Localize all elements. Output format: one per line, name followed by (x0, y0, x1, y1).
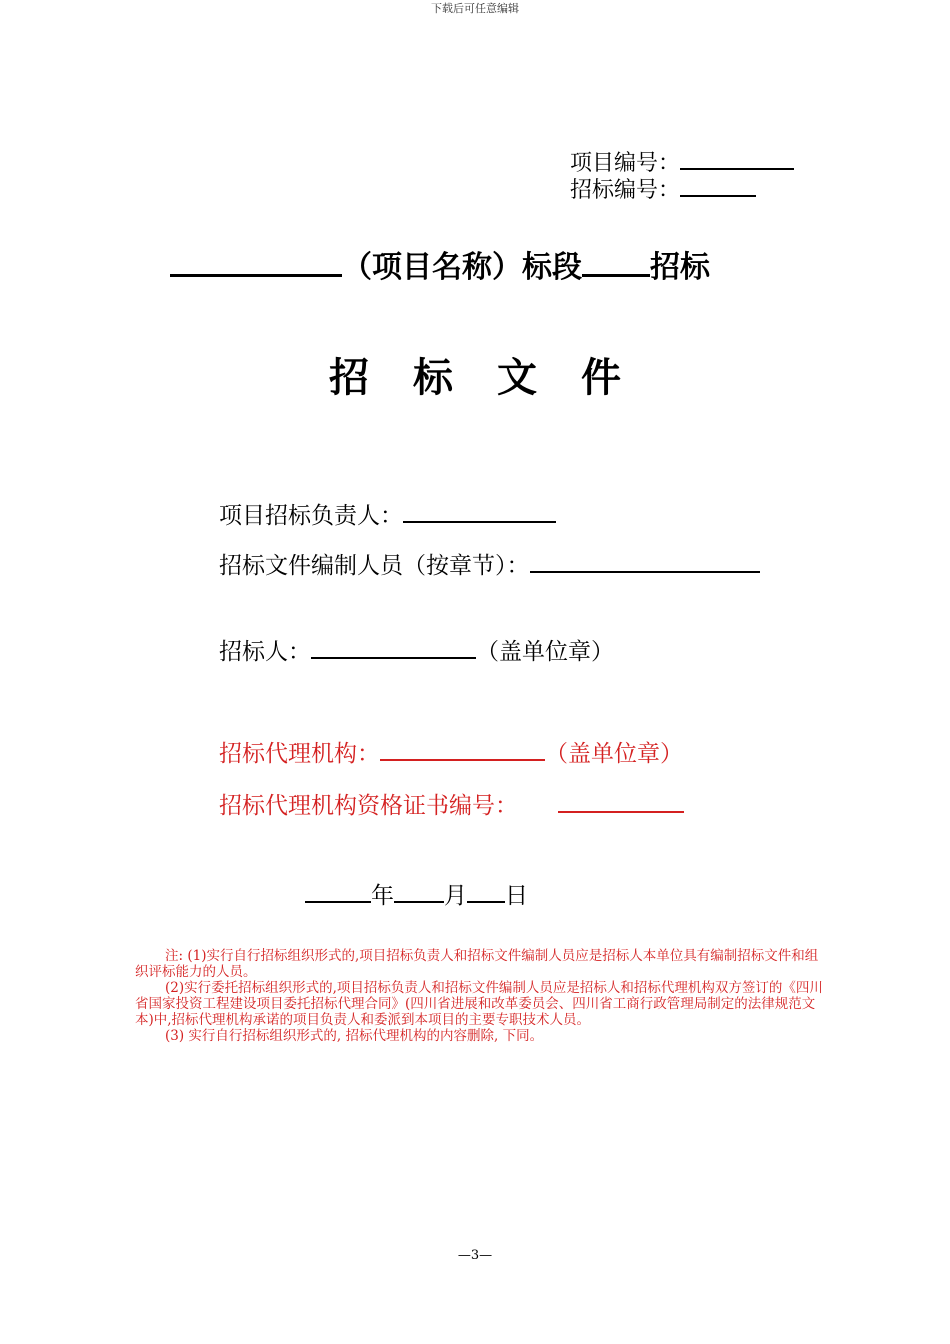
agency-label: 招标代理机构： (219, 741, 380, 767)
agency-blank (380, 759, 545, 761)
tender-number-blank (680, 195, 756, 197)
tenderer-seal-label: （盖单位章） (476, 639, 614, 665)
header-note: 下载后可任意编辑 (431, 2, 519, 15)
day-blank (467, 901, 505, 903)
year-blank (305, 901, 371, 903)
project-number-row (570, 150, 794, 178)
document-title (0, 346, 950, 403)
project-name-label: （项目名称）标段 (342, 250, 582, 285)
title-char: 标 (413, 355, 453, 401)
doc-editors-blank (530, 571, 760, 573)
tenderer-label: 招标人： (219, 639, 311, 665)
agency-seal-label: （盖单位章） (545, 741, 683, 767)
project-name-blank (170, 274, 342, 277)
note-2: (2)实行委托招标组织形式的,项目招标负责人和招标文件编制人员应是招标人和招标代理机构双方签订的《四川省国家投资工程建设项目委托招标代理合同》(四川省进展和改革委员会、四川省工商行政管理局制定的法律规范文本)中,招标代理机构承诺的项目负责人和委派到本项目的主要专职技术人员。 (135, 980, 823, 1028)
title-char: 文 (497, 355, 537, 401)
tender-number-row (570, 177, 756, 205)
tender-leader-label: 项目招标负责人： (219, 503, 403, 529)
note-3: (3) 实行自行招标组织形式的, 招标代理机构的内容删除, 下同。 (165, 1028, 544, 1044)
project-title-suffix: 招标 (650, 250, 710, 285)
tenderer-row (219, 636, 614, 668)
doc-editors-row (219, 550, 760, 582)
doc-editors-label: 招标文件编制人员（按章节）： (219, 553, 530, 579)
tender-number-label: 招标编号： (570, 178, 681, 203)
tender-leader-blank (403, 521, 556, 523)
note-1: 注: (1)实行自行招标组织形式的,项目招标负责人和招标文件编制人员应是招标人本单位具有编制招标文件和组织评标能力的人员。 (135, 948, 819, 980)
agency-cert-label: 招标代理机构资格证书编号： (219, 793, 518, 819)
tenderer-blank (311, 657, 476, 659)
title-char: 招 (329, 355, 369, 401)
year-label: 年 (371, 883, 394, 909)
agency-cert-blank (558, 811, 684, 813)
agency-cert-row (219, 790, 684, 822)
title-char: 件 (581, 355, 621, 401)
date-line (305, 880, 528, 912)
month-label: 月 (444, 883, 467, 909)
month-blank (394, 901, 444, 903)
project-number-blank (680, 168, 794, 170)
project-title (170, 246, 710, 290)
page-number: —3— (457, 1248, 493, 1263)
section-blank (582, 274, 650, 277)
tender-leader-row (219, 500, 556, 532)
agency-row (219, 738, 683, 770)
notes-block (135, 948, 827, 1044)
project-number-label: 项目编号： (570, 151, 681, 176)
day-label: 日 (505, 883, 528, 909)
